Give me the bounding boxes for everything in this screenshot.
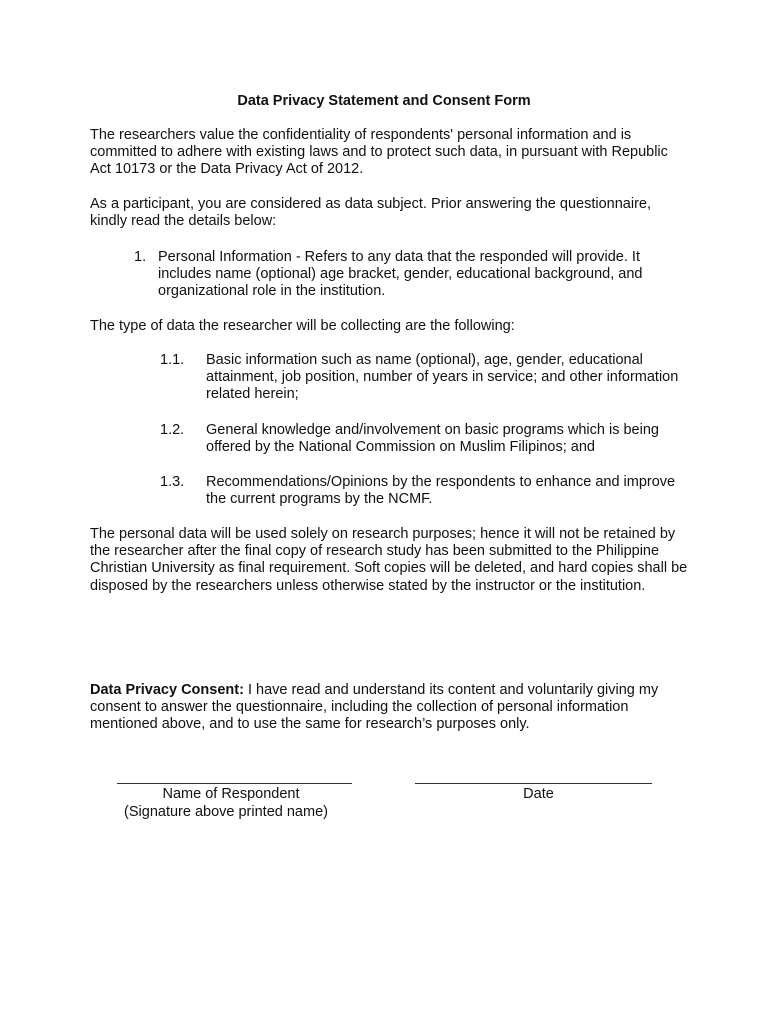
intro-paragraph: The researchers value the confidentiality of respondents' personal information and is committed to adhere with existing laws and to protect such data, in pursuant with Republic Act 10173 or the Data Privacy Act of 2012.	[90, 127, 668, 178]
sub-item-text: Recommendations/Opinions by the respondents to enhance and improve the current programs by the NCMF.	[206, 474, 676, 508]
participant-paragraph: As a participant, you are considered as data subject. Prior answering the questionnaire, kindly read the details below:	[90, 196, 651, 230]
sub-item-number: 1.2.	[160, 422, 185, 438]
list-item-number: 1.	[134, 249, 147, 265]
data-type-intro: The type of data the researcher will be collecting are the following:	[90, 318, 515, 334]
sub-item-text: General knowledge and/involvement on basic programs which is being offered by the National Commission on Muslim Filipinos; and	[206, 422, 659, 456]
list-item-text: Personal Information - Refers to any data that the responded will provide. It includes name (optional) age bracket, gender, educational background, and organizational role in the institution.	[158, 249, 643, 300]
page-title: Data Privacy Statement and Consent Form	[237, 93, 531, 109]
respondent-signature-line	[117, 783, 352, 784]
sub-item-number: 1.3.	[160, 474, 185, 490]
signature-note: (Signature above printed name)	[124, 804, 328, 820]
consent-paragraph	[90, 682, 690, 734]
consent-text: I have read and understand its content and voluntarily giving my consent to answer the questionnaire, including the collection of personal information mentioned above, and to use the same for research’s purposes only.	[90, 682, 659, 733]
date-line	[415, 783, 652, 784]
sub-item-number: 1.1.	[160, 352, 185, 368]
consent-label: Data Privacy Consent:	[90, 682, 244, 698]
data-usage-paragraph: The personal data will be used solely on research purposes; hence it will not be retained by the researcher after the final copy of research study has been submitted to the Philippine Christian University as final requirement. Soft copies will be deleted, and hard copies shall be disposed by the researchers unless otherwise stated by the instructor or the institution.	[90, 526, 688, 594]
date-label: Date	[523, 786, 554, 802]
respondent-name-label: Name of Respondent	[162, 786, 300, 802]
sub-item-text: Basic information such as name (optional), age, gender, educational attainment, job position, number of years in service; and other information related herein;	[206, 352, 679, 403]
